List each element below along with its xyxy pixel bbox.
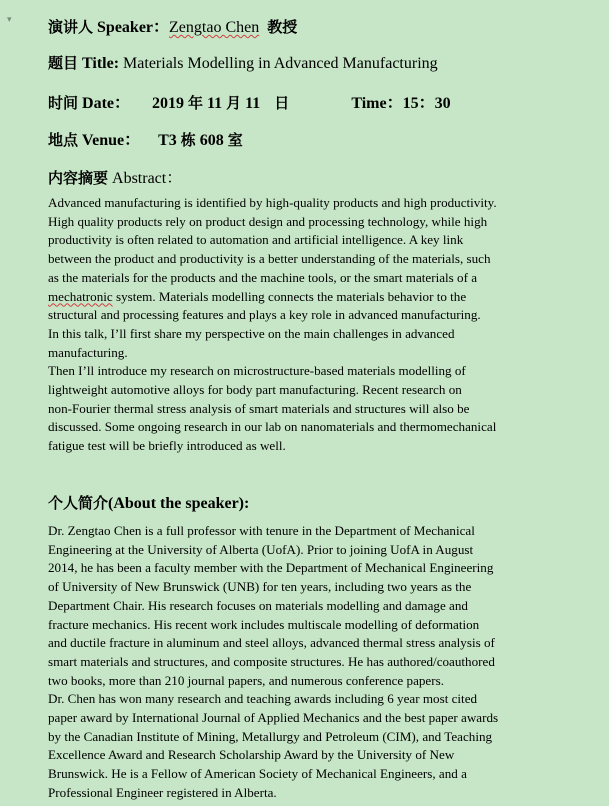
date-year: 2019 <box>152 95 185 112</box>
about-line: of University of New Brunswick (UNB) for ten years, including two years as the <box>48 579 472 595</box>
venue-room: 608 <box>199 132 224 149</box>
abstract-line: fatigue test will be briefly introduced as well. <box>48 438 286 454</box>
abstract-line: lightweight automotive alloys for body part manufacturing. Recent research on <box>48 382 462 398</box>
about-line: Engineering at the University of Alberta (UofA). Prior to joining UofA in August <box>48 541 474 557</box>
date-line <box>48 90 451 113</box>
venue-line <box>48 127 243 150</box>
abstract-heading-en: Abstract： <box>108 170 183 187</box>
date-month: 11 <box>207 95 223 112</box>
speaker-title: 教授 <box>267 18 298 36</box>
about-line: two books, more than 210 journal papers, and numerous conference papers. <box>48 672 444 688</box>
about-line: paper award by International Journal of Applied Mechanics and the best paper awards <box>48 710 499 726</box>
abstract-line: discussed. Some ongoing research in our lab on nanomaterials and thermomechanical <box>48 419 497 435</box>
about-heading-en: (About the speaker): <box>108 495 250 512</box>
abstract-word: mechatronic <box>48 288 113 304</box>
title-label-en: Title: <box>78 55 124 72</box>
abstract-line: between the product and productivity is a better understanding of the materials, such <box>48 251 491 267</box>
venue-label-en: Venue： <box>78 132 141 149</box>
about-body <box>48 522 598 803</box>
date-label-en: Date： <box>78 95 131 112</box>
abstract-line: productivity is often related to automation and artificial intelligence. A key link <box>48 232 464 248</box>
abstract-heading <box>48 165 182 188</box>
time-label: Time： <box>351 95 403 112</box>
abstract-line: manufacturing. <box>48 344 128 360</box>
abstract-line: High quality products rely on product design and processing technology, while high <box>48 213 488 229</box>
about-line: Dr. Zengtao Chen is a full professor with tenure in the Department of Mechanical <box>48 523 475 538</box>
abstract-line-rest: system. Materials modelling connects the materials behavior to the <box>112 288 467 304</box>
date-year-cn: 年 <box>188 94 204 112</box>
date-day: 11 <box>245 95 261 112</box>
about-heading <box>48 492 249 513</box>
about-line: fracture mechanics. His recent work includes multiscale modelling of deformation <box>48 616 480 632</box>
about-line: Dr. Chen has won many research and teaching awards including 6 year most cited <box>48 691 478 707</box>
about-line: Professional Engineer registered in Alberta. <box>48 784 277 800</box>
speaker-name: Zengtao Chen <box>169 19 260 36</box>
date-label-cn: 时间 <box>48 94 79 112</box>
venue-room-cn: 室 <box>227 131 243 149</box>
date-month-cn: 月 <box>226 94 242 112</box>
collapse-arrow-icon[interactable]: ▾ <box>7 14 12 24</box>
abstract-heading-cn: 内容摘要 <box>48 169 109 187</box>
venue-label-cn: 地点 <box>48 131 79 149</box>
abstract-line: structural and processing features and plays a key role in advanced manufacturing. <box>48 307 481 323</box>
abstract-line: Advanced manufacturing is identified by high-quality products and high productivity. <box>48 195 497 210</box>
about-line: 2014, he has been a faculty member with the Department of Mechanical Engineering <box>48 560 494 576</box>
title-line <box>48 52 438 73</box>
abstract-line: as the materials for the products and the machine tools, or the smart materials of a <box>48 269 478 285</box>
speaker-label-cn: 演讲人 <box>48 18 94 36</box>
about-line: and ductile fracture in aluminum and steel alloys, advanced thermal stress analysis of <box>48 635 495 651</box>
about-line: Brunswick. He is a Fellow of American Society of Mechanical Engineers, and a <box>48 766 467 782</box>
time-value: 15：30 <box>402 95 451 112</box>
abstract-line: Then I’ll introduce my research on microstructure-based materials modelling of <box>48 363 466 379</box>
abstract-body <box>48 194 598 456</box>
talk-title: Materials Modelling in Advanced Manufacturing <box>123 55 438 72</box>
speaker-line <box>48 14 297 37</box>
abstract-line: In this talk, I’ll first share my perspective on the main challenges in advanced <box>48 325 455 341</box>
title-label-cn: 题目 <box>48 54 79 72</box>
venue-building-cn: 栋 <box>180 131 196 149</box>
date-day-cn: 日 <box>274 94 290 112</box>
venue-building: T3 <box>158 132 177 149</box>
about-heading-cn: 个人简介 <box>48 494 109 512</box>
abstract-line: non-Fourier thermal stress analysis of smart materials and structures will also be <box>48 400 470 416</box>
about-line: by the Canadian Institute of Mining, Metallurgy and Petroleum (CIM), and Teaching <box>48 728 493 744</box>
speaker-label-en: Speaker： <box>93 19 170 36</box>
abstract-line <box>48 288 598 307</box>
about-line: Excellence Award and Research Scholarship Award by the University of New <box>48 747 455 763</box>
about-line: Department Chair. His research focuses on materials modelling and damage and <box>48 597 468 613</box>
about-line: smart materials and structures, and composite structures. He has authored/coauthored <box>48 653 495 669</box>
